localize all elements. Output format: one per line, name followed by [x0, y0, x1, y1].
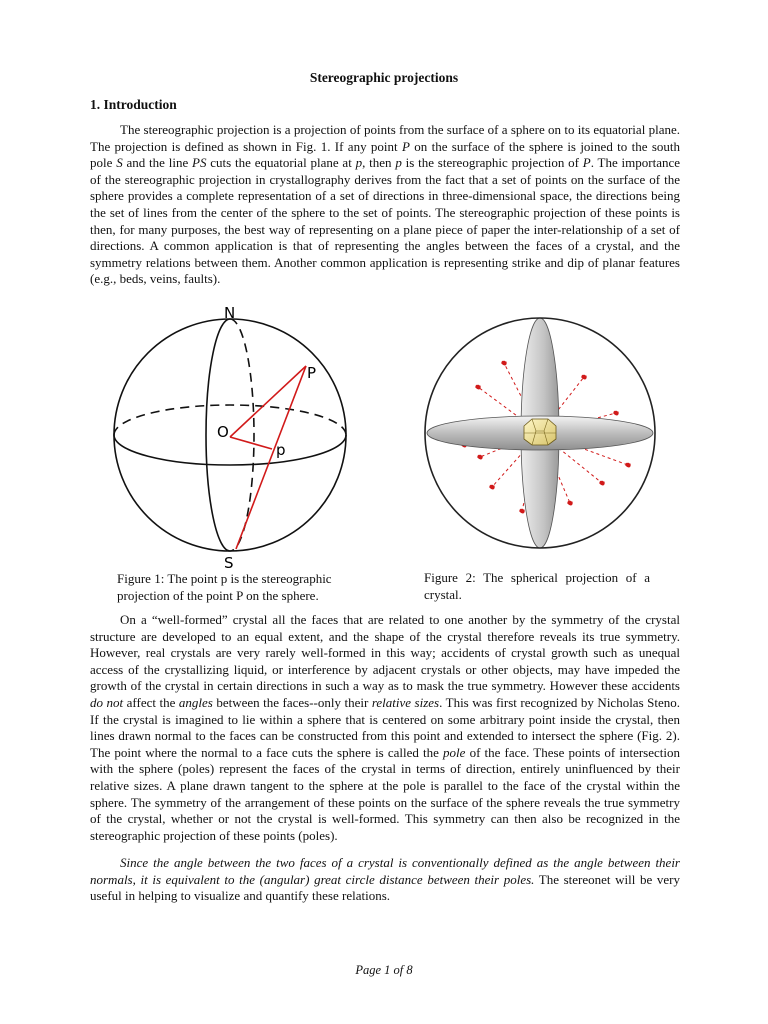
line-o-to-projection — [230, 437, 272, 449]
sphere-outline — [114, 319, 346, 551]
line-o-to-p — [230, 366, 306, 437]
conclusion-paragraph: Since the angle between the two faces of a crystal is conventionally defined as the angle between their normals, it is equivalent to the (angular) great circle distance between their poles. The stereonet will be very useful in helping to visualize and quantify these relations. — [90, 855, 680, 904]
meridian-back — [230, 319, 254, 551]
page-number: Page 1 of 8 — [355, 963, 413, 977]
label-south: S — [224, 554, 234, 572]
figure-1-sphere-diagram — [100, 300, 360, 575]
label-pole-point: P — [307, 364, 317, 382]
crystal-icon — [524, 419, 556, 445]
label-projection-point: p — [276, 441, 286, 459]
figure-1-caption: Figure 1: The point p is the stereographic projection of the point P on the sphere. — [117, 571, 332, 603]
document-title: Stereographic projections — [309, 70, 459, 85]
figure-2-crystal-sphere — [420, 315, 660, 560]
figure-2-caption: Figure 2: The spherical projection of a crystal. — [424, 570, 650, 602]
equator-back — [114, 405, 346, 435]
section-heading: 1. Introduction — [90, 97, 177, 112]
label-north: N — [224, 304, 236, 322]
intro-paragraph: The stereographic projection is a projection of points from the surface of a sphere on to its equatorial plane. The projection is defined as shown in Fig. 1. If any point P on the surface of the sphere is joined to the south pole S and the line PS cuts the equatorial plane at p, then p is the stereographic projection of P. The importance of the stereographic projection in crystallography derives from the fact that a set of points on the surface of the sphere provides a complete representation of a set of directions in three-dimensional space, the directions being the set of lines from the center of the sphere to the set of points. The stereographic projection of these points is then, for many purposes, the best way of representing on a plane piece of paper the inter-relationship of a set of directions. A common application is that of representing the angles between the faces of a crystal, and the symmetry relations between them. Another common application is representing strike and dip of planar features (e.g., beds, veins, faults). — [90, 122, 680, 287]
label-origin: O — [217, 423, 229, 441]
equator-front — [114, 435, 346, 465]
crystal-paragraph: On a “well-formed” crystal all the faces that are related to one another by the symmetry of the crystal structure are developed to an equal extent, and the shape of the crystal therefore reveals its true symmetry. However, real crystals are very rarely well-formed in this way; accidents of crystal growth such as unequal access of the crystallizing liquid, or interference by adjacent crystals or other objects, may have impeded the growth of the crystal in certain directions in such a way as to mask the true symmetry. However these accidents do not affect the angles between the faces--only their relative sizes. This was first recognized by Nicholas Steno. If the crystal is imagined to lie within a sphere that is centered on some arbitrary point inside the crystal, then lines drawn normal to the faces can be constructed from this point and extended to intersect the sphere (Fig. 2). The point where the normal to a face cuts the sphere is called the pole of the face. These points of intersection with the sphere (poles) represent the faces of the crystal in terms of direction, entirely uninfluenced by their relative sizes. A plane drawn tangent to the sphere at the pole is parallel to the face of the crystal within the sphere. The symmetry of the arrangement of these points on the surface of the sphere reveals the true symmetry of the crystal, whether or not the crystal is well-formed. This symmetry can then also be recognized in the stereographic projection of these points (poles). — [90, 612, 681, 843]
line-p-to-s — [236, 366, 306, 549]
